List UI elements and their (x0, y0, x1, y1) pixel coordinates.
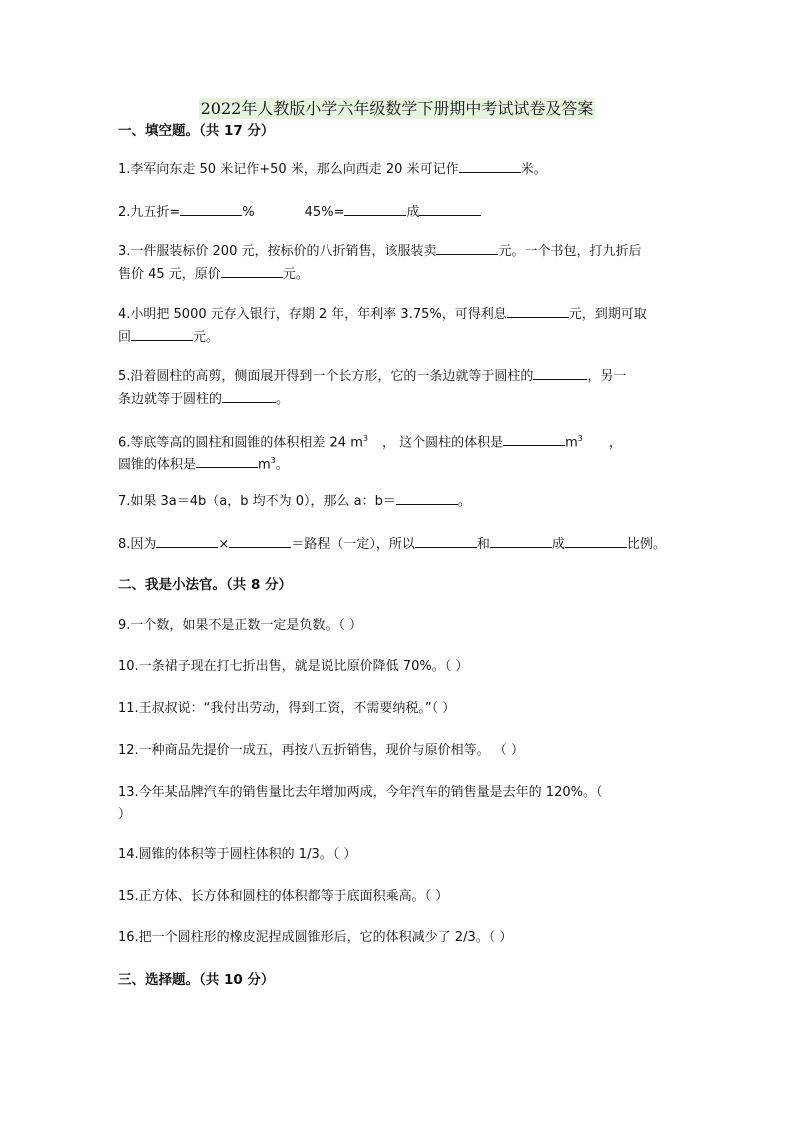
answer-blank[interactable] (396, 492, 458, 505)
section-2-heading: 二、我是小法官。（共 8 分） (118, 577, 293, 593)
answer-blank[interactable] (565, 535, 627, 548)
answer-blank[interactable] (180, 203, 242, 216)
section-3-heading: 三、选择题。（共 10 分） (118, 972, 275, 988)
document-title: 2022年人教版小学六年级数学下册期中考试试卷及答案 (200, 99, 594, 118)
answer-blank[interactable] (490, 535, 552, 548)
question-14: 14.圆锥的体积等于圆柱体积的 1/3。（ ） (118, 847, 357, 862)
answer-blank[interactable] (222, 390, 276, 403)
question-8: 8.因为 × ＝路程（一定），所以 和 成 比例。 (118, 537, 666, 552)
section-1-heading: 一、填空题。（共 17 分） (118, 123, 275, 139)
answer-blank[interactable] (507, 305, 569, 318)
question-13-line-2: ） (118, 807, 132, 822)
question-9: 9.一个数，如果不是正数一定是负数。（ ） (118, 618, 363, 633)
question-7: 7.如果 3a＝4b（a，b 均不为 0），那么 a：b＝ 。 (118, 494, 471, 509)
question-3-line-2: 售价 45 元，原价 元。 (118, 267, 309, 282)
answer-blank[interactable] (229, 535, 291, 548)
question-5-line-1: 5.沿着圆柱的高剪，侧面展开得到一个长方形，它的一条边就等于圆柱的 ，另一 (118, 369, 627, 384)
question-4-line-1: 4.小明把 5000 元存入银行，存期 2 年，年利率 3.75%，可得利息 元，到期可取 (118, 307, 647, 322)
answer-blank[interactable] (196, 455, 258, 468)
answer-blank[interactable] (344, 203, 406, 216)
answer-blank[interactable] (131, 328, 193, 341)
answer-blank[interactable] (221, 265, 283, 278)
question-13-line-1: 13.今年某品牌汽车的销售量比去年增加两成，今年汽车的销售量是去年的 120%。（ (118, 785, 603, 800)
answer-blank[interactable] (436, 242, 498, 255)
question-3-line-1: 3.一件服装标价 200 元，按标价的八折销售，该服装卖 元。一个书包，打九折后 (118, 244, 642, 259)
question-4-line-2: 回 元。 (118, 330, 220, 345)
question-1: 1.李军向东走 50 米记作+50 米，那么向西走 20 米可记作 米。 (118, 162, 547, 177)
question-5-line-2: 条边就等于圆柱的 。 (118, 392, 290, 407)
question-10: 10.一条裙子现在打七折出售，就是说比原价降低 70%。（ ） (118, 659, 469, 674)
question-6-line-1: 6.等底等高的圆柱和圆锥的体积相差 24 $m^3$ ， 这个圆柱的体积是 $m^3$ ， (118, 434, 622, 451)
answer-blank[interactable] (533, 367, 587, 380)
answer-blank[interactable] (415, 535, 477, 548)
answer-blank[interactable] (419, 203, 481, 216)
question-15: 15.正方体、长方体和圆柱的体积都等于底面积乘高。（ ） (118, 889, 449, 904)
answer-blank[interactable] (156, 535, 218, 548)
question-6-line-2: 圆锥的体积是 $m^3$。 (118, 456, 289, 473)
question-2: 2.九五折= % 45%= 成 (118, 203, 481, 222)
answer-blank[interactable] (459, 160, 521, 173)
question-16: 16.把一个圆柱形的橡皮泥捏成圆锥形后，它的体积减少了 2/3。（ ） (118, 930, 513, 945)
answer-blank[interactable] (503, 433, 565, 446)
question-11: 11.王叔叔说：“我付出劳动，得到工资，不需要纳税。”（ ） (118, 701, 456, 716)
question-12: 12.一种商品先提价一成五，再按八五折销售，现价与原价相等。 （ ） (118, 743, 524, 758)
